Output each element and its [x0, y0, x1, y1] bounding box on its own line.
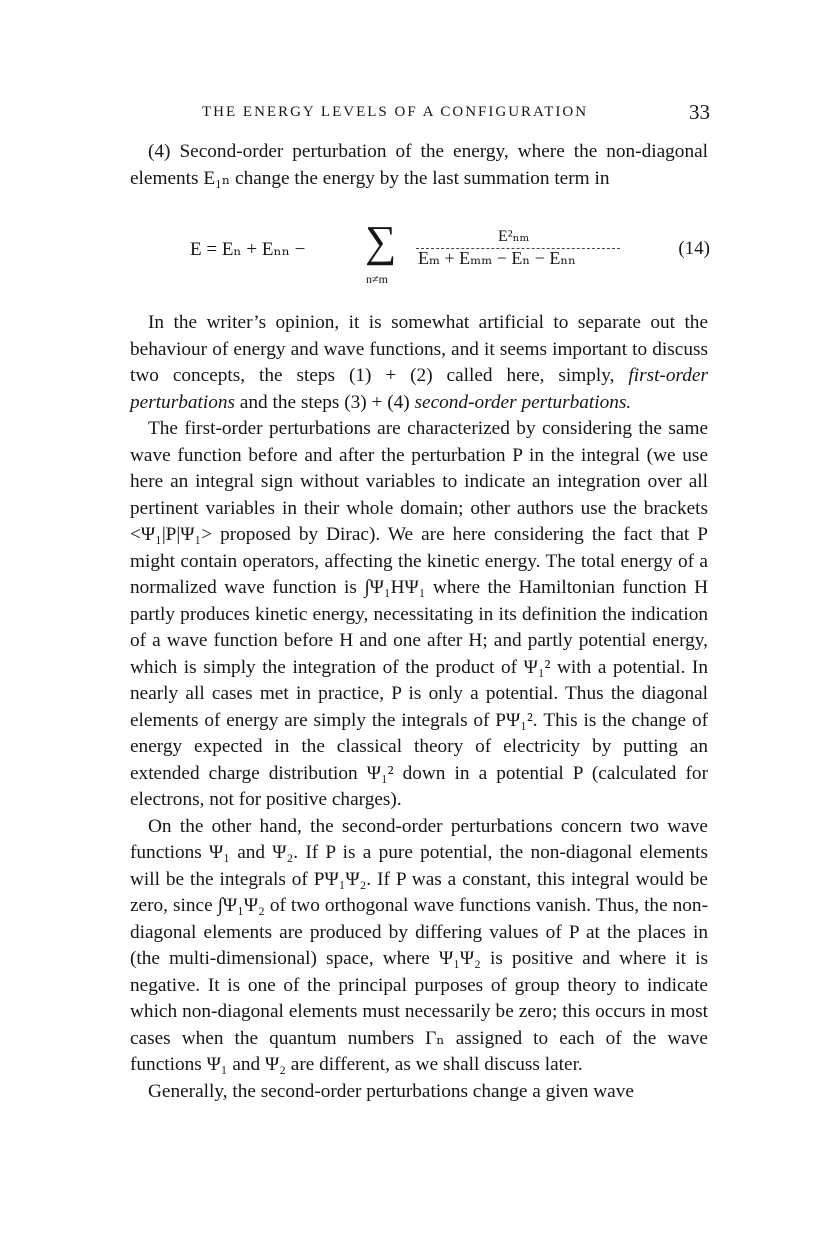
- equation-lhs: E = Eₙ + Eₙₙ −: [190, 239, 306, 260]
- paragraph-second-order-perturbations: On the other hand, the second-order perturbations concern two wave functions Ψ₁ and Ψ₂. If P is a pure potential, the non-diagonal elements will be the integrals of PΨ₁Ψ₂. If P was a constant, this integral would be zero, since ∫Ψ₁Ψ₂ of two orthogonal wave functions vanish. Thus, the non-diagonal elements are produced by differing values of P at the places in (the multi-dimensional) space, where Ψ₁Ψ₂ is positive and where it is negative. It is one of the principal purposes of group theory to indicate which non-diagonal elements must necessarily be zero; this occurs in most cases when the quantum numbers Γₙ assigned to each of the wave functions Ψ₁ and Ψ₂ are different, as we shall discuss later.: [130, 815, 708, 1075]
- paragraph1-before: In the writer’s opinion, it is somewhat artificial to separate out the behaviour of energy and wave functions, and it seems important to discuss two concepts, the steps (1) + (2) called here, simply,: [130, 312, 708, 386]
- summation-subscript: n≠m: [366, 272, 388, 286]
- summation-sign: ∑: [365, 217, 397, 266]
- page-header: [202, 100, 710, 130]
- fraction-numerator: E²ₙₘ: [498, 228, 530, 245]
- paragraph-first-second-order: [130, 310, 708, 416]
- term-second-order: second-order perturbations.: [414, 391, 632, 413]
- paragraph-first-order-perturbations: The first-order perturbations are characterized by considering the same wave function before and after the perturbation P in the integral (we use here an integral sign without variables to indicate an integration over all pertinent variables in their whole domain; other authors use the brackets <Ψ₁|P|Ψ₁> proposed by Dirac). We are here considering the fact that P might contain operators, affecting the kinetic energy. The total energy of a normalized wave function is ∫Ψ₁HΨ₁ where the Hamiltonian function H partly produces kinetic energy, necessitating in its definition the indication of a wave function before H and one after H; and partly potential energy, which is simply the integration of the product of Ψ₁² with a potential. In nearly all cases met in practice, P is only a potential. Thus the diagonal elements of energy are simply the integrals of PΨ₁². This is the change of energy expected in the classical theory of electricity by putting an extended charge distribution Ψ₁² down in a potential P (calculated for electrons, not for positive charges).: [130, 418, 708, 810]
- intro-block: [130, 139, 708, 192]
- body-text: [130, 310, 708, 1105]
- fraction-denominator: Eₘ + Eₘₘ − Eₙ − Eₙₙ: [418, 248, 576, 268]
- page-number: 33: [689, 100, 710, 124]
- paragraph-generally: Generally, the second-order perturbations change a given wave: [148, 1080, 634, 1102]
- paragraph1-middle: and the steps (3) + (4): [234, 391, 415, 413]
- running-head: THE ENERGY LEVELS OF A CONFIGURATION: [202, 104, 589, 120]
- equation-14: [190, 217, 710, 296]
- term-first-order: first-order perturbations: [130, 365, 708, 413]
- equation-number: (14): [678, 238, 710, 259]
- intro-paragraph: (4) Second-order perturbation of the energy, where the non-diagonal elements E₁ₙ change the energy by the last summation term in: [130, 141, 708, 189]
